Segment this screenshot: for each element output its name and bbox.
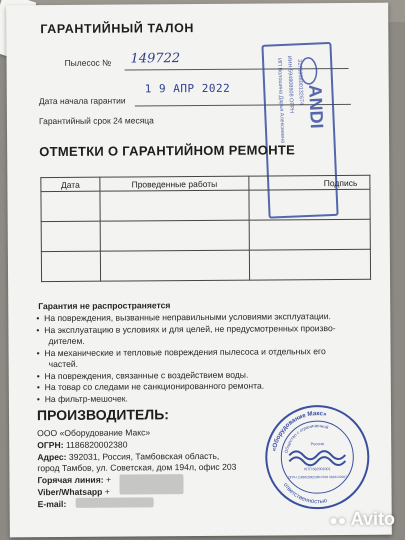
exclusion-text: На фильтр-мешочек. <box>44 392 128 404</box>
avito-watermark <box>329 509 395 530</box>
email-label: E-mail: <box>37 498 67 510</box>
address-line-2: город Тамбов, ул. Советская, дом 194л, офис 203 <box>37 461 237 474</box>
address-label: Адрес: <box>37 451 67 463</box>
table-row <box>41 219 370 251</box>
exclusions-heading: Гарантия не распространяется <box>38 300 171 312</box>
svg-text:ответственностью <box>282 482 329 506</box>
stamp-ring-top: «Оборудование Макс» <box>270 410 328 452</box>
warranty-term: Гарантийный срок 24 месяца <box>38 115 154 127</box>
exclusion-text: На товар со следами не санкционированного ремонта. <box>44 380 265 393</box>
exclusion-text: На повреждения, связанные с воздействием воды. <box>44 369 249 381</box>
svg-text:Общество с ограниченной <box>283 423 329 454</box>
stamp-inner-top: Общество с ограниченной <box>283 423 330 454</box>
dealer-stamp-line-2: ИНН 594808608 ОГРН <box>285 55 295 114</box>
exclusion-text: На эксплуатацию в условиях и для целей, не предусмотренных произво- <box>44 322 336 335</box>
avito-logo-icon: ●● <box>329 512 347 528</box>
viber-label: Viber/Whatsapp <box>37 486 103 498</box>
list-item: • На эксплуатацию в условиях и для целей, не предусмотренных произво- <box>36 322 336 335</box>
stamp-center: Россия <box>310 441 324 447</box>
exclusions-list <box>36 311 336 405</box>
exclusion-text: На механические и тепловые повреждения пылесоса и отдельных его <box>44 345 326 358</box>
producer-heading: ПРОИЗВОДИТЕЛЬ: <box>36 406 169 424</box>
producer-company: ООО «Оборудование Макс» <box>37 427 151 439</box>
stamp-kpp: КПП 682901001 <box>304 467 331 472</box>
dealer-stamp-brand: ANDI <box>305 84 327 129</box>
ogrn-label: ОГРН: <box>37 439 64 451</box>
table-header-date: Дата <box>41 177 100 191</box>
redacted-email <box>76 497 154 508</box>
table-row <box>41 249 370 281</box>
ogrn-value: 1186820002380 <box>65 439 128 450</box>
exclusion-text: дителем. <box>48 335 85 347</box>
list-item: • На механические и тепловые повреждения пылесоса и отдельных его <box>36 345 326 358</box>
list-item: • На фильтр-мешочек. <box>36 392 128 404</box>
exclusion-text: частей. <box>48 358 79 370</box>
hotline-value: + <box>105 474 112 485</box>
hotline-label: Горячая линия: <box>37 474 104 486</box>
table-header-signature: Подпись <box>249 175 370 190</box>
repairs-table <box>40 175 371 282</box>
list-item: • На повреждения, вызванные неправильными условиями эксплуатации. <box>36 311 331 324</box>
warranty-start-date-stamp: 1 9 АПР 2022 <box>144 81 231 96</box>
address-line-1: 392031, Россия, Тамбовская область, <box>68 450 220 462</box>
stamp-ring-bottom: ответственностью <box>281 482 328 506</box>
card-title: ГАРАНТИЙНЫЙ ТАЛОН <box>40 21 195 37</box>
vacuum-number-label: Пылесос № <box>64 57 112 68</box>
table-row <box>41 189 370 221</box>
avito-watermark-text: Avito <box>350 509 395 529</box>
table-header-works: Проведенные работы <box>100 176 249 191</box>
viber-value: + <box>104 486 110 497</box>
redacted-phone <box>119 474 183 494</box>
list-item: • На товар со следами не санкционированного ремонта. <box>36 380 265 393</box>
stamp-inner-bottom: ОГРН 1186820002380 ИНН 6829142907 <box>288 474 347 480</box>
company-round-stamp <box>263 403 372 512</box>
exclusion-text: На повреждения, вызванные неправильными условиями эксплуатации. <box>44 311 331 324</box>
list-item: • На повреждения, связанные с воздействием воды. <box>36 369 249 381</box>
dealer-stamp-line-1: ИП Волошина Дарья Алексеевна <box>275 57 286 144</box>
warranty-start-label: Дата начала гарантии <box>38 95 126 107</box>
warranty-card <box>6 3 392 538</box>
vacuum-number-value: 149722 <box>130 51 181 67</box>
repairs-title: ОТМЕТКИ О ГАРАНТИЙНОМ РЕМОНТЕ <box>39 142 296 160</box>
dealer-stamp-line-3: 317595800132674 <box>296 59 304 106</box>
